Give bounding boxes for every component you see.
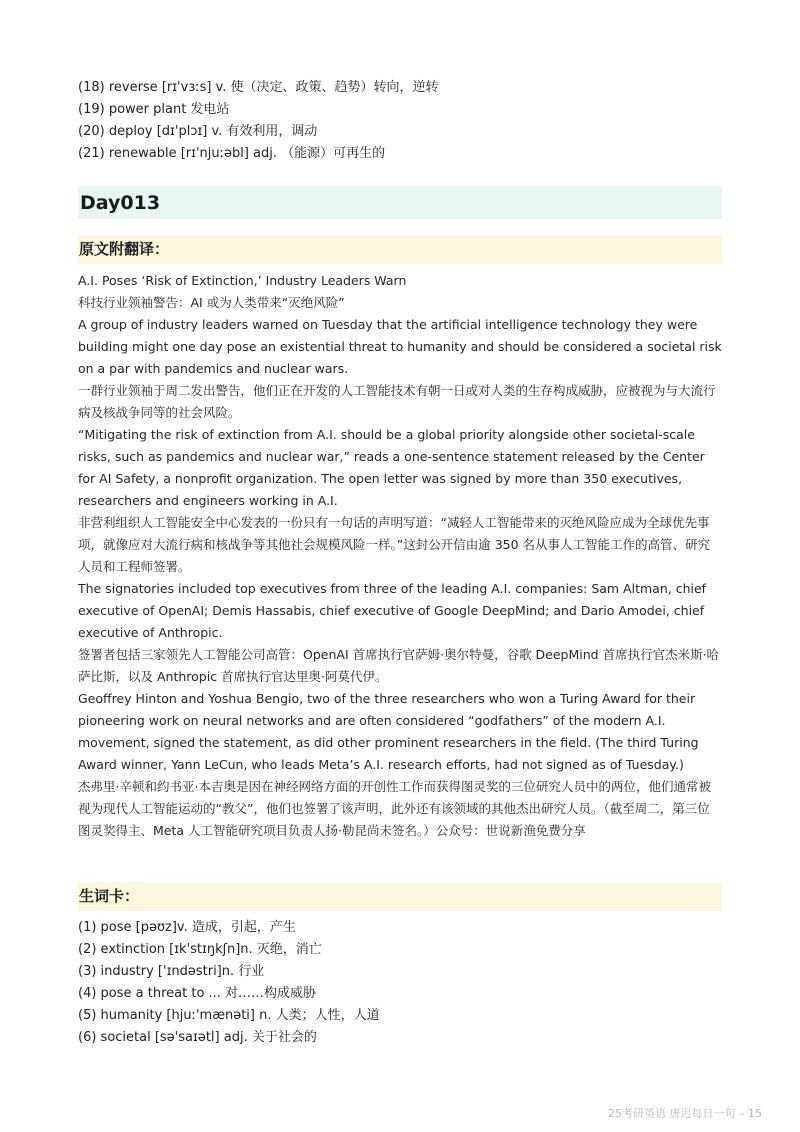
vocab-item: (1) pose [pəʊz]v. 造成，引起，产生 [78,920,296,935]
article-paragraph-zh: 杰弗里·辛顿和约书亚·本吉奥是因在神经网络方面的开创性工作而获得图灵奖的三位研究人员中的两位，他们通常被视为现代人工智能运动的“教父”，他们也签署了该声明，此外还有该领域的其他杰出研究人员。（截至周二，第三位图灵奖得主、Meta 人工智能研究项目负责人扬·勒昆尚未签名。）公众号：世说新渔免费分享 [78,779,711,838]
article-headline-en: A.I. Poses ‘Risk of Extinction,’ Industry Leaders Warn [78,273,407,288]
vocab-item: (20) deploy [dɪ'plɔɪ] v. 有效利用，调动 [78,124,318,139]
vocab-item: (19) power plant 发电站 [78,102,230,117]
article-paragraph-en: A group of industry leaders warned on Tuesday that the artificial intelligence technology they were building might one day pose an existential threat to humanity and should be considered a societal risk on a par with pandemics and nuclear wars. [78,317,722,376]
vocab-item: (18) reverse [rɪ'vɜːs] v. 使（决定、政策、趋势）转向，逆转 [78,80,439,95]
article-paragraph-en: The signatories included top executives from three of the leading A.I. companies: Sam Altman, chief executive of OpenAI; Demis Hassabis, chief executive of Google DeepMind; and Dario Amodei, chief executive of Anthropic. [78,581,707,640]
article-paragraph-zh: 签署者包括三家领先人工智能公司高管：OpenAI 首席执行官萨姆·奥尔特曼，谷歌 DeepMind 首席执行官杰米斯·哈萨比斯，以及 Anthropic 首席执行官达里奥·阿莫代伊。 [78,647,720,684]
vocab-item: (6) societal [sə'saɪətl] adj. 关于社会的 [78,1030,317,1045]
vocab-item: (2) extinction [ɪk'stɪŋkʃn]n. 灭绝，消亡 [78,942,322,957]
day-title: Day013 [80,192,161,214]
translation-section-title: 原文附翻译： [79,240,170,258]
vocab-card-list [78,917,722,1049]
article-headline-zh: 科技行业领袖警告：AI 或为人类带来“灭绝风险” [78,295,345,310]
vocab-section-title: 生词卡： [79,887,140,905]
document-page [78,0,722,1132]
vocab-item: (21) renewable [rɪ'njuːəbl] adj. （能源）可再生的 [78,146,386,161]
article-paragraph-en: “Mitigating the risk of extinction from A.I. should be a global priority alongside other societal-scale risks, such as pandemics and nuclear war,” reads a one-sentence statement released by the Center for AI Safety, a nonprofit organization. The open letter was signed by more than 350 executives, researchers and engineers working in A.I. [78,427,705,508]
vocab-section-header [78,882,722,911]
vocab-item: (5) humanity [hjuː'mænəti] n. 人类；人性，人道 [78,1008,380,1023]
article-body [78,270,722,842]
day-header [78,186,722,219]
article-paragraph-zh: 非营利组织人工智能安全中心发表的一份只有一句话的声明写道：“减轻人工智能带来的灭绝风险应成为全球优先事项，就像应对大流行病和核战争等其他社会规模风险一样。”这封公开信由逾 350 名从事人工智能工作的高管、研究人员和工程师签署。 [78,515,711,574]
page-footer: 25考研英语 唐迟每日一句 – 15 [608,1107,762,1120]
article-paragraph-zh: 一群行业领袖于周二发出警告，他们正在开发的人工智能技术有朝一日或对人类的生存构成威胁，应被视为与大流行病及核战争同等的社会风险。 [78,383,716,420]
previous-vocab-list [78,77,722,165]
vocab-item: (4) pose a threat to ... 对……构成威胁 [78,986,317,1001]
vocab-item: (3) industry ['ɪndəstri]n. 行业 [78,964,265,979]
article-paragraph-en: Geoffrey Hinton and Yoshua Bengio, two of the three researchers who won a Turing Award for their pioneering work on neural networks and are often considered “godfathers” of the modern A.I. movement, signed the statement, as did other prominent researchers in the field. (The third Turing Award winner, Yann LeCun, who leads Meta’s A.I. research efforts, had not signed as of Tuesday.) [78,691,699,772]
translation-section-header [78,235,722,264]
